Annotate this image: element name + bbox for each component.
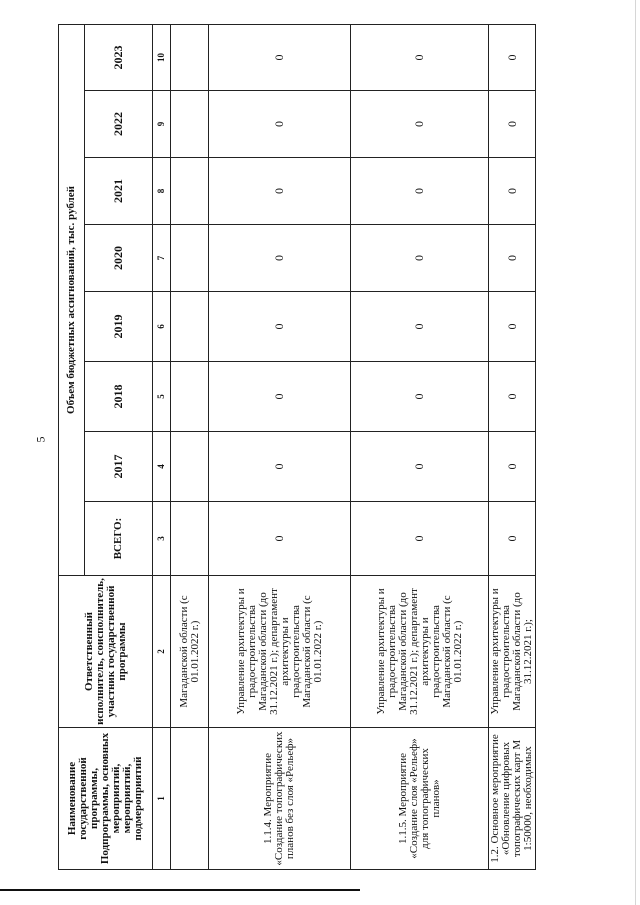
table-row <box>171 24 209 869</box>
row-value-cell: 0 <box>209 24 351 90</box>
table-row <box>209 24 351 869</box>
header-executor-column: Ответственный исполнитель, соисполнитель, участник государственной программы <box>59 576 153 728</box>
column-number: 3 <box>153 502 171 576</box>
row-value-cell: 0 <box>489 225 536 292</box>
row-value-cell <box>171 362 209 432</box>
row-value-cell: 0 <box>489 24 536 90</box>
column-number: 8 <box>153 158 171 225</box>
row-value-cell: 0 <box>209 432 351 502</box>
header-total: ВСЕГО: <box>85 502 153 576</box>
header-budget-group: Объем бюджетных ассигнований, тыс. рублей <box>59 24 85 575</box>
column-number: 7 <box>153 225 171 292</box>
budget-table <box>58 24 536 870</box>
column-number: 9 <box>153 91 171 158</box>
row-value-cell: 0 <box>209 91 351 158</box>
row-name-cell: 1.2. Основное мероприятие «Обновление цифровых топографических карт М 1:50000, необходимых <box>489 728 536 870</box>
header-year-2021: 2021 <box>85 158 153 225</box>
row-value-cell <box>171 432 209 502</box>
row-executor-cell: Управление архитектуры и градостроительства Магаданской области (до 31.12.2021 г.); департамент архитектуры и градостроительства Магаданской области (с 01.01.2022 г.) <box>351 576 489 728</box>
scan-edge <box>635 0 636 905</box>
row-value-cell <box>171 158 209 225</box>
row-executor-cell: Управление архитектуры и градостроительства Магаданской области (до 31.12.2021 г.); <box>489 576 536 728</box>
header-year-2017: 2017 <box>85 432 153 502</box>
header-year-2019: 2019 <box>85 292 153 362</box>
row-name-cell: 1.1.5. Мероприятие «Создание слоя «Рельеф» для топографических планов» <box>351 728 489 870</box>
row-value-cell: 0 <box>209 362 351 432</box>
row-value-cell: 0 <box>351 24 489 90</box>
row-value-cell <box>171 292 209 362</box>
column-number: 10 <box>153 24 171 90</box>
row-value-cell: 0 <box>209 225 351 292</box>
row-value-cell: 0 <box>351 432 489 502</box>
table-row <box>351 24 489 869</box>
column-number: 4 <box>153 432 171 502</box>
row-value-cell: 0 <box>351 292 489 362</box>
column-number: 2 <box>153 576 171 728</box>
row-value-cell: 0 <box>489 432 536 502</box>
row-value-cell: 0 <box>351 91 489 158</box>
row-value-cell: 0 <box>351 158 489 225</box>
row-value-cell: 0 <box>351 502 489 576</box>
header-year-2018: 2018 <box>85 362 153 432</box>
row-value-cell: 0 <box>489 502 536 576</box>
row-value-cell <box>171 502 209 576</box>
table-row <box>489 24 536 869</box>
header-year-2020: 2020 <box>85 225 153 292</box>
footer-rule <box>0 889 360 891</box>
row-value-cell: 0 <box>209 502 351 576</box>
row-value-cell <box>171 24 209 90</box>
header-name-column: Наименование государственной программы, Подпрограммы, основных мероприятий, мероприятий, подмероприятий <box>59 728 153 870</box>
row-executor-cell: Управление архитектуры и градостроительства Магаданской области (до 31.12.2021 г.); департамент архитектуры и градостроительства Магаданской области (с 01.01.2022 г.) <box>209 576 351 728</box>
column-number: 6 <box>153 292 171 362</box>
column-number: 5 <box>153 362 171 432</box>
row-value-cell: 0 <box>209 158 351 225</box>
row-value-cell: 0 <box>489 292 536 362</box>
header-year-2023: 2023 <box>85 24 153 90</box>
row-value-cell: 0 <box>489 158 536 225</box>
row-executor-cell: Магаданской области (с 01.01.2022 г.) <box>171 576 209 728</box>
row-value-cell <box>171 225 209 292</box>
row-value-cell: 0 <box>489 362 536 432</box>
row-name-cell: 1.1.4. Мероприятие «Создание топографических планов без слоя «Рельеф» <box>209 728 351 870</box>
row-value-cell: 0 <box>351 362 489 432</box>
row-value-cell: 0 <box>489 91 536 158</box>
row-name-cell <box>171 728 209 870</box>
row-value-cell <box>171 91 209 158</box>
row-value-cell: 0 <box>351 225 489 292</box>
rotated-page-content <box>58 25 534 870</box>
column-number: 1 <box>153 728 171 870</box>
header-year-2022: 2022 <box>85 91 153 158</box>
row-value-cell: 0 <box>209 292 351 362</box>
page-number: 5 <box>33 436 48 443</box>
